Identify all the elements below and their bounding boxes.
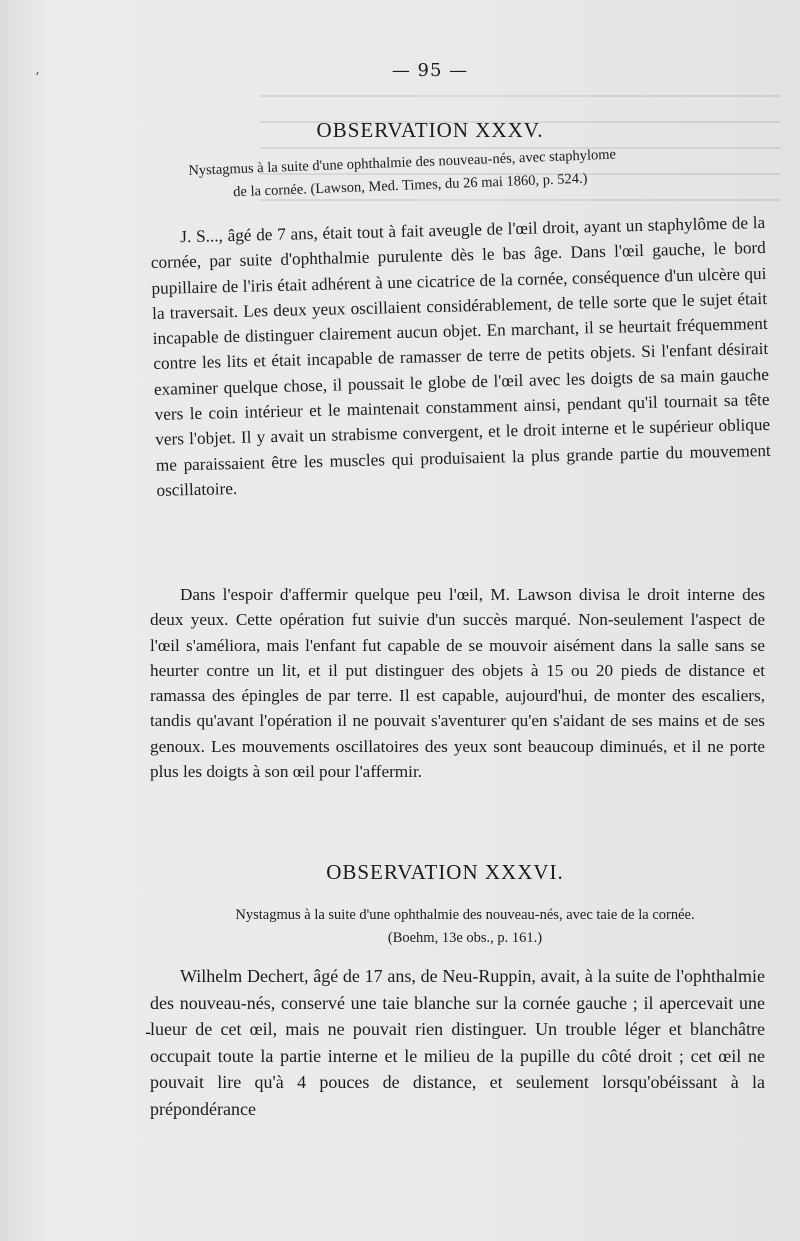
observation-subtitle: [160, 904, 770, 950]
body-paragraph: J. S..., âgé de 7 ans, était tout à fait aveugle de l'œil droit, ayant un staphylôme de la cornée, par suite d'ophthalmie purulente dès le bas âge. Dans l'œil gauche, le bord pupillaire de l'iris était adhérent à une cicatrice de la cornée, conséquence d'un ulcère qui la traversait. Les deux yeux oscillaient considérablement, de telle sorte que le sujet était incapable de distinguer clairement aucun objet. En marchant, il se heurtait fréquemment contre les lits et était incapable de ramasser de terre de petits objets. Si l'enfant désirait examiner quelque chose, il poussait le globe de l'œil avec les doigts de sa main gauche vers le coin intérieur et le maintenait constamment ainsi, pendant qu'il tournait sa tête vers l'objet. Il y avait un strabisme convergent, et le droit interne et le supérieur oblique me paraissaient être les muscles qui produisaient la plus grande partie du mouvement oscillatoire.: [150, 212, 771, 500]
margin-speck: ‘: [35, 70, 40, 86]
subtitle-line: de la cornée. (Lawson, Med. Times, du 26 mai 1860, p. 524.): [232, 170, 588, 201]
margin-mark: -: [145, 1022, 152, 1043]
body-paragraph: Wilhelm Dechert, âgé de 17 ans, de Neu-Ruppin, avait, à la suite de l'ophthalmie des nouveau-nés, conservé une taie blanche sur la cornée gauche ; il apercevait une lueur de cet œil, mais ne pouvait rien distinguer. Un trouble léger et blanchâtre occupait toute la partie interne et le milieu de la pupille du côté droit ; cet œil ne pouvait lire qu'à 4 pouces de distance, et seulement lorsqu'obéissant à la prépondérance: [150, 966, 765, 1119]
subtitle-line: (Boehm, 13e obs., p. 161.): [387, 930, 543, 946]
page-number: — 95 —: [391, 60, 469, 81]
subtitle-line: Nystagmus à la suite d'une ophthalmie des nouveau-nés, avec taie de la cornée.: [235, 907, 695, 923]
body-paragraph: Dans l'espoir d'affermir quelque peu l'œil, M. Lawson divisa le droit interne des deux yeux. Cette opération fut suivie d'un succès marqué. Non-seulement l'aspect de l'œil s'améliora, mais l'enfant fut capable de se mouvoir aisément dans la salle sans se heurter contre un lit, et il put distinguer des objets à 15 ou 20 pieds de distance et ramassa des épingles de par terre. Il est capable, aujourd'hui, de monter des escaliers, tandis qu'avant l'opération il ne pouvait s'aventurer qu'en s'aidant de ses mains et de ses genoux. Les mouvements oscillatoires des yeux sont beaucoup diminués, et il ne porte plus les doigts à son œil pour l'affermir.: [150, 585, 765, 782]
subtitle-line: Nystagmus à la suite d'une ophthalmie des nouveau-nés, avec staphylome: [188, 146, 617, 179]
observation-heading: OBSERVATION XXXV.: [316, 118, 544, 142]
observation-heading: OBSERVATION XXXVI.: [326, 860, 564, 884]
